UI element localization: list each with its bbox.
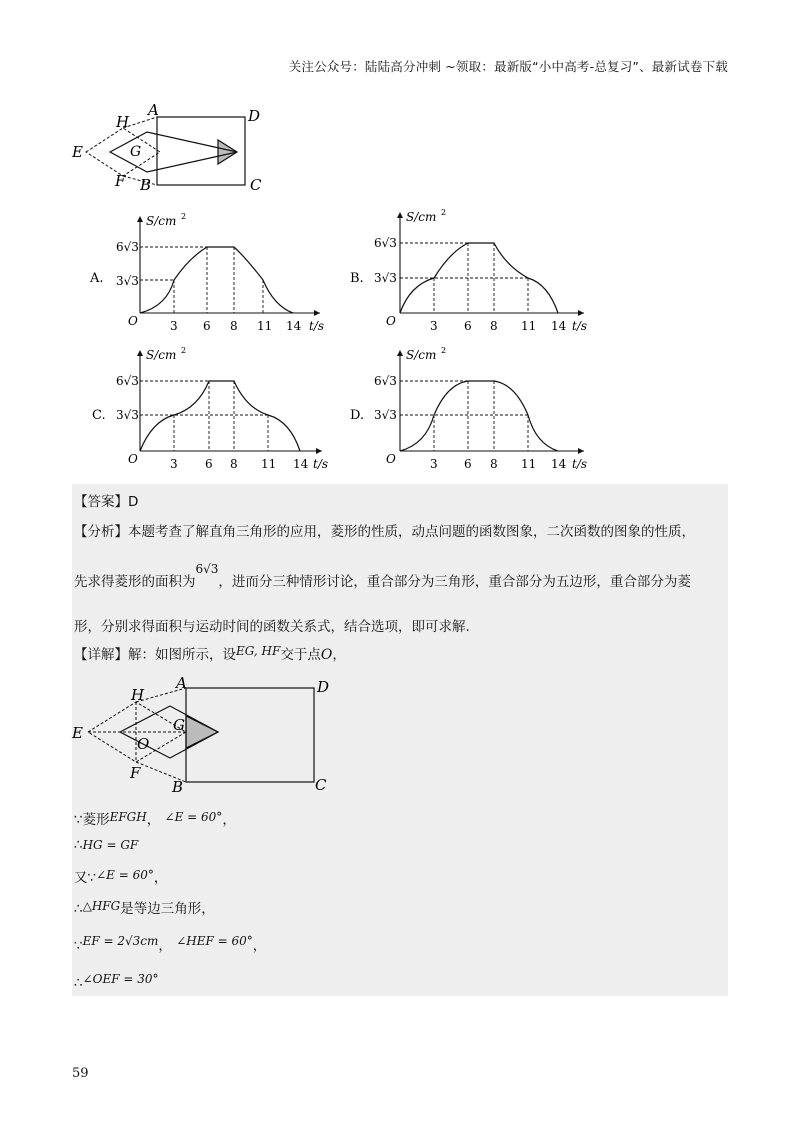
label-e: E [72, 143, 83, 161]
step-prefix: ∵ [74, 938, 83, 954]
math-expr: 6√3 [195, 562, 219, 576]
origin-label: O [386, 452, 396, 466]
y-axis-label: S/cm [146, 214, 177, 228]
label-g: G [173, 716, 185, 734]
curve [400, 243, 558, 313]
step-line [74, 934, 266, 954]
detail-geometry-figure [66, 676, 346, 798]
detail-text: ， [332, 647, 346, 663]
step-text: ， [153, 870, 168, 886]
detail-text: 交于点 [280, 647, 321, 663]
x-axis-label: t/s [572, 319, 588, 333]
label-o: O [137, 735, 150, 753]
step-line [74, 972, 159, 991]
math-expr: ∠E = 60° [96, 868, 154, 882]
y-tick-low: 3√3 [374, 271, 397, 285]
step-prefix: 又∵ [74, 870, 97, 886]
x-tick: 11 [521, 457, 537, 471]
top-geometry-figure [60, 100, 280, 200]
label-b: B [172, 778, 184, 796]
y-tick-low: 3√3 [116, 408, 139, 422]
analysis-text: ，进而分三种情形讨论，重合部分为三角形，重合部分为五边形，重合部分为菱 [218, 574, 691, 590]
y-axis-label: S/cm [406, 210, 437, 224]
label-d: D [317, 678, 330, 696]
x-axis-label: t/s [313, 457, 329, 471]
answer-value: D [128, 494, 139, 510]
y-axis-sup: 2 [441, 208, 447, 217]
label-f: F [115, 172, 126, 190]
origin-label: O [386, 314, 396, 328]
page-number: 59 [72, 1066, 89, 1081]
label-e: E [72, 724, 83, 742]
x-tick: 14 [293, 457, 309, 471]
analysis-line-2 [74, 562, 691, 590]
x-tick: 14 [551, 457, 567, 471]
step-prefix: ∴ [74, 837, 83, 853]
graph-option-d [348, 346, 598, 474]
step-text: ， [222, 812, 236, 828]
label-c: C [250, 176, 262, 194]
curve [400, 381, 558, 451]
x-tick: 8 [230, 457, 238, 471]
x-tick: 3 [430, 457, 438, 471]
label-a: A [148, 101, 159, 119]
option-letter: A. [90, 271, 104, 286]
math-expr: EF = 2√3cm [82, 934, 159, 948]
y-tick-high: 6√3 [116, 240, 139, 254]
analysis-text: 形，分别求得面积与运动时间的函数关系式，结合选项，即可求解. [74, 619, 470, 635]
x-tick: 14 [551, 319, 567, 333]
option-letter: D. [350, 408, 365, 423]
x-tick: 6 [464, 319, 472, 333]
option-letter: B. [350, 271, 364, 286]
analysis-label: 【分析】 [74, 524, 128, 540]
y-tick-low: 3√3 [116, 274, 139, 288]
step-text: ， [158, 938, 172, 954]
step-text: 是等边三角形， [120, 901, 215, 917]
x-tick: 8 [490, 457, 498, 471]
y-tick-high: 6√3 [374, 236, 397, 250]
step-prefix: ∴ [74, 901, 83, 917]
math-expr: ∠OEF = 30° [82, 972, 159, 986]
math-expr: EG, HF [236, 644, 281, 658]
x-tick: 3 [170, 457, 178, 471]
curve [140, 381, 300, 451]
y-axis-sup: 2 [181, 212, 187, 221]
x-tick: 6 [203, 319, 211, 333]
step-line [74, 866, 167, 886]
math-expr: HG = GF [82, 838, 139, 852]
label-h: H [116, 113, 130, 131]
x-axis-label: t/s [309, 319, 325, 333]
step-line [74, 837, 138, 853]
y-tick-high: 6√3 [374, 374, 397, 388]
graph-option-b [348, 206, 598, 334]
graph-option-c [88, 346, 334, 474]
y-axis-label: S/cm [406, 348, 437, 362]
x-tick: 6 [464, 457, 472, 471]
x-tick: 14 [286, 319, 302, 333]
step-text: ， [252, 938, 267, 954]
label-f: F [130, 764, 141, 782]
analysis-text: 本题考查了解直角三角形的应用，菱形的性质，动点问题的函数图象，二次函数的图象的性质， [128, 524, 695, 540]
detail-line [74, 643, 346, 663]
overlap-triangle [186, 716, 218, 748]
y-tick-high: 6√3 [116, 374, 139, 388]
x-tick: 3 [430, 319, 438, 333]
analysis-line-1 [74, 520, 695, 540]
dashed-rhombus [86, 128, 160, 176]
x-axis-label: t/s [572, 457, 588, 471]
step-text: 菱形 [82, 812, 110, 828]
origin-label: O [128, 452, 138, 466]
analysis-text: 先求得菱形的面积为 [74, 574, 196, 590]
answer-prefix: 【答案】 [74, 494, 128, 510]
label-d: D [248, 107, 261, 125]
option-letter: C. [92, 408, 106, 423]
y-axis-label: S/cm [146, 348, 177, 362]
point-o: O [320, 647, 333, 663]
label-a: A [176, 676, 187, 692]
answer-line [74, 490, 138, 510]
label-h: H [131, 686, 145, 704]
overlap-triangle [218, 140, 237, 164]
x-tick: 11 [521, 319, 537, 333]
y-axis-sup: 2 [441, 346, 447, 355]
step-prefix: ∵ [74, 812, 83, 828]
x-tick: 3 [170, 319, 178, 333]
label-c: C [315, 776, 327, 794]
x-tick: 6 [205, 457, 213, 471]
analysis-line-3 [74, 615, 470, 635]
graph-option-a [88, 210, 328, 335]
detail-text: 解：如图所示，设 [128, 647, 236, 663]
step-prefix: ∴ [74, 975, 83, 991]
math-expr: △HFG [82, 899, 121, 913]
step-text: ， [146, 812, 161, 828]
step-line [74, 808, 236, 828]
page-header: 关注公众号：陆陆高分冲刺 ~领取：最新版“小中高考-总复习”、最新试卷下载 [288, 59, 728, 74]
x-tick: 8 [490, 319, 498, 333]
math-expr: ∠E = 60° [164, 810, 223, 824]
label-b: B [140, 176, 152, 194]
detail-label: 【详解】 [74, 647, 128, 663]
math-expr: EFGH [109, 810, 147, 824]
dashed-rhombus [88, 702, 186, 762]
x-tick: 11 [261, 457, 277, 471]
math-expr: ∠HEF = 60° [176, 934, 253, 948]
step-line [74, 897, 215, 917]
y-axis-sup: 2 [181, 346, 187, 355]
label-g: G [130, 144, 142, 160]
x-tick: 11 [257, 319, 273, 333]
origin-label: O [128, 314, 138, 328]
x-tick: 8 [230, 319, 238, 333]
y-tick-low: 3√3 [374, 408, 397, 422]
